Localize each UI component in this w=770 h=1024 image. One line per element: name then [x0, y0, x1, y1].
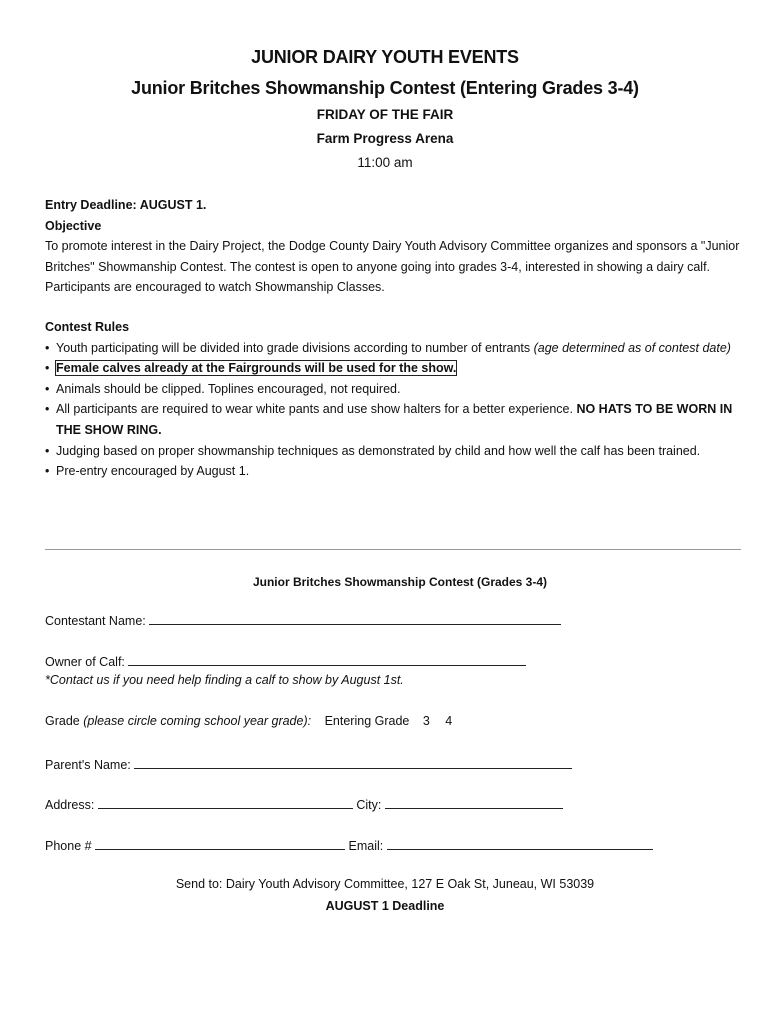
rule-item: [45, 358, 755, 379]
address-label: Address:: [45, 798, 95, 812]
owner-note: *Contact us if you need help finding a calf to show by August 1st.: [45, 673, 404, 687]
event-time: 11:00 am: [357, 155, 413, 170]
rule-text: Pre-entry encouraged by August 1.: [56, 464, 250, 479]
rule-text: Youth participating will be divided into grade divisions according to number of entrants: [56, 340, 534, 355]
grade-hint: (please circle coming school year grade):: [83, 714, 312, 728]
rule-note: (age determined as of contest date): [533, 340, 731, 355]
rule-emphasis: NO HATS TO BE WORN IN THE SHOW RING.: [56, 402, 733, 437]
grade-row: [45, 714, 452, 728]
owner-row: [45, 653, 526, 669]
grade-option-3[interactable]: 3: [422, 714, 430, 728]
address-field[interactable]: [98, 796, 353, 809]
section-divider: [45, 549, 741, 550]
grade-entering-label: Entering Grade: [324, 714, 410, 728]
city-field[interactable]: [385, 796, 563, 809]
email-field[interactable]: [387, 837, 653, 850]
contest-subtitle: Junior Britches Showmanship Contest (Entering Grades 3-4): [131, 78, 639, 98]
contestant-name-field[interactable]: [149, 612, 561, 625]
contestant-name-row: [45, 612, 561, 628]
city-label: City:: [356, 798, 382, 812]
phone-field[interactable]: [95, 837, 345, 850]
rule-text-highlighted: Female calves already at the Fairgrounds will be used for the show.: [56, 361, 457, 376]
rules-list: [45, 338, 755, 482]
parent-row: [45, 756, 572, 772]
footer-deadline: AUGUST 1 Deadline: [325, 899, 445, 913]
rule-text: Judging based on proper showmanship techniques as demonstrated by child and how well the calf has been trained.: [56, 443, 701, 458]
email-label: Email:: [348, 839, 384, 853]
form-title: Junior Britches Showmanship Contest (Grades 3-4): [252, 575, 548, 589]
send-to-address: Send to: Dairy Youth Advisory Committee, 127 E Oak St, Juneau, WI 53039: [175, 877, 595, 891]
phone-row: [45, 837, 653, 853]
event-location: Farm Progress Arena: [316, 131, 454, 146]
owner-label: Owner of Calf:: [45, 655, 125, 669]
objective-text: To promote interest in the Dairy Project, the Dodge County Dairy Youth Advisory Committee organizes and sponsors a "Junior Britches" Showmanship Contest. The contest is open to anyone going into grades 3-4, interested in showing a dairy calf. Participants are encouraged to watch Showmanship Classes.: [45, 239, 740, 295]
phone-label: Phone #: [45, 839, 92, 853]
rules-heading: Contest Rules: [45, 320, 130, 334]
page-title: JUNIOR DAIRY YOUTH EVENTS: [251, 47, 519, 67]
rule-item: [45, 441, 755, 462]
rule-item: [45, 338, 755, 359]
parent-name-field[interactable]: [134, 756, 572, 769]
parent-label: Parent's Name:: [45, 758, 131, 772]
event-day: FRIDAY OF THE FAIR: [316, 107, 454, 122]
rule-text: Animals should be clipped. Toplines encouraged, not required.: [56, 381, 401, 396]
grade-option-4[interactable]: 4: [445, 714, 453, 728]
owner-field[interactable]: [128, 653, 526, 666]
intro-section: [45, 195, 755, 298]
rule-text: All participants are required to wear white pants and use show halters for a better experience.: [56, 402, 577, 417]
entry-deadline: Entry Deadline: AUGUST 1.: [45, 198, 207, 212]
address-row: [45, 796, 563, 812]
rule-item: [45, 379, 755, 400]
grade-label: Grade: [45, 714, 84, 728]
rule-item: [45, 461, 755, 482]
rule-item: [45, 399, 755, 440]
rules-section: [45, 317, 755, 482]
contestant-name-label: Contestant Name:: [45, 614, 146, 628]
objective-heading: Objective: [45, 218, 102, 233]
